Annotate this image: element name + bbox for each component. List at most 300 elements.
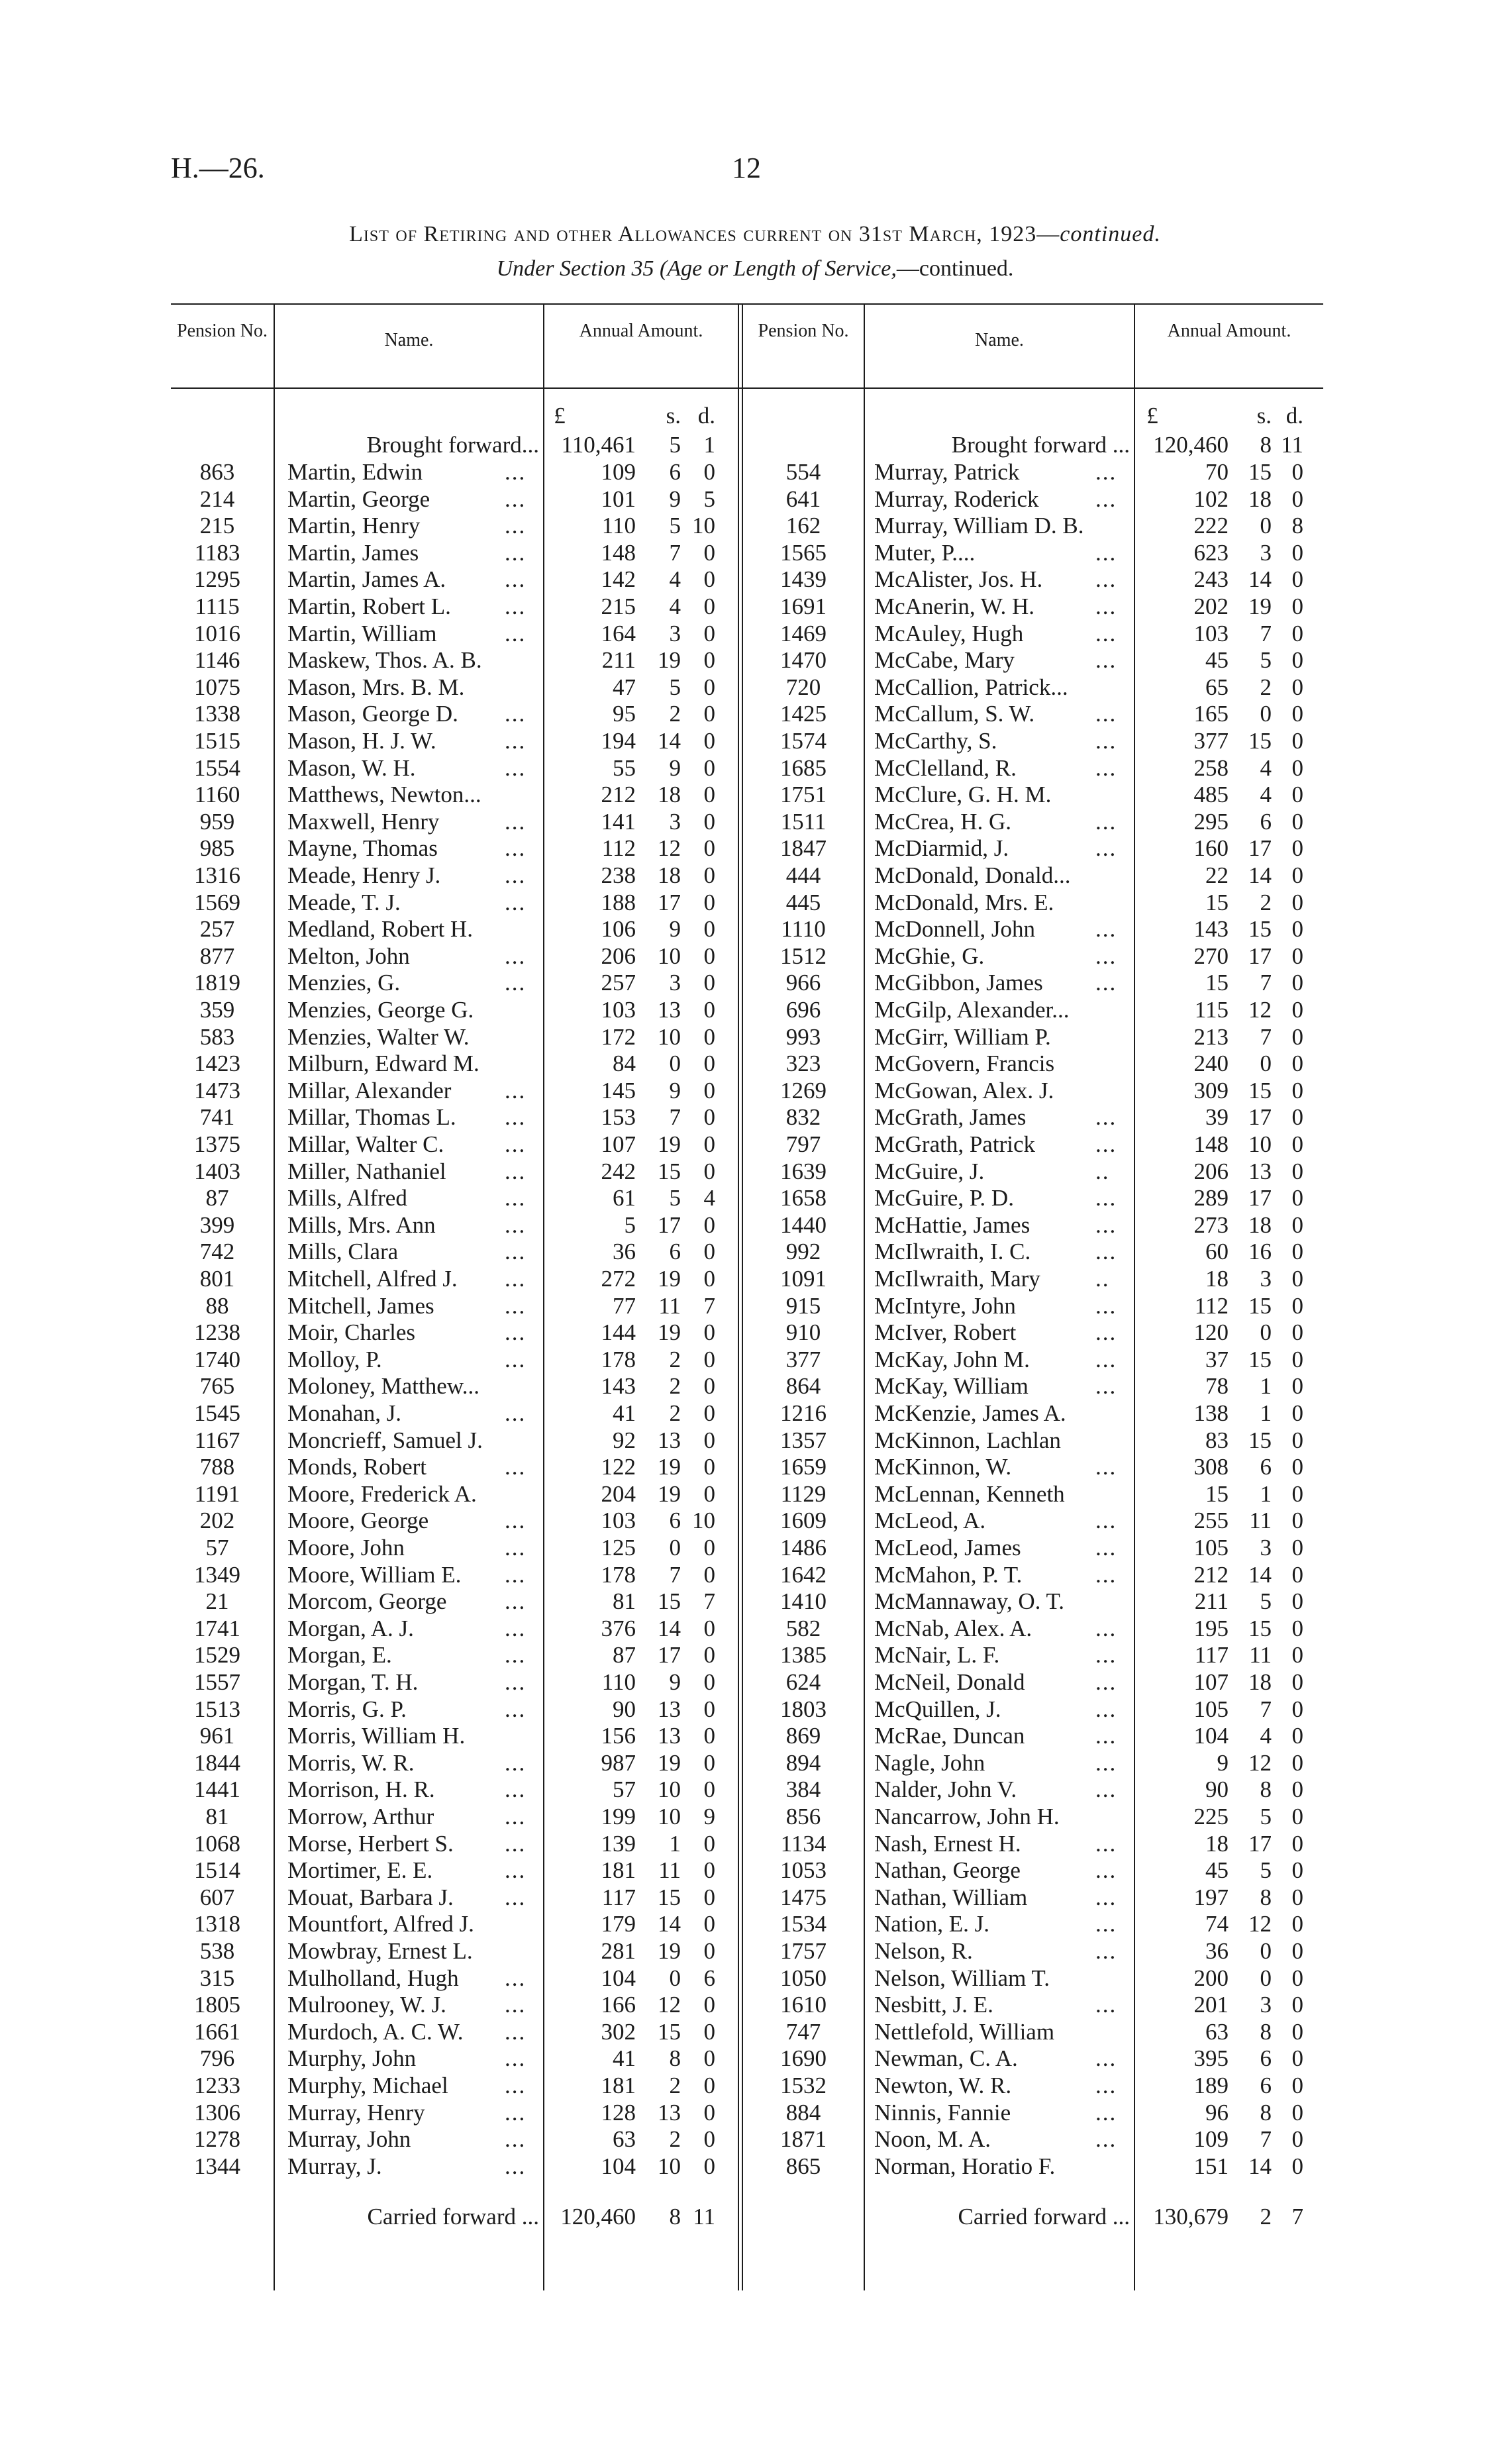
annual-amount-shillings: 5 (669, 513, 681, 539)
annual-amount-shillings: 10 (658, 1023, 681, 1050)
annual-amount-pounds: 36 (613, 1239, 636, 1265)
annual-amount-shillings: 16 (1248, 1239, 1272, 1265)
pension-number: 1349 (194, 1561, 240, 1588)
annual-amount-pence: 0 (1291, 970, 1303, 996)
pensioner-name: Morgan, A. J. (287, 1615, 414, 1641)
annual-amount-pence: 0 (1291, 1051, 1303, 1077)
leader-dots: ... (505, 1749, 527, 1776)
pensioner-name: Moir, Charles (287, 1319, 416, 1346)
pensioner-name: Nelson, R. (874, 1938, 973, 1964)
annual-amount-pounds: 194 (601, 728, 636, 754)
annual-amount-pence: 0 (1291, 1131, 1303, 1157)
pensioner-name: McIntyre, John (874, 1292, 1016, 1319)
pension-number: 1751 (780, 782, 827, 808)
pension-number: 915 (785, 1292, 821, 1319)
pensioner-name: McGuire, P. D. (874, 1185, 1014, 1211)
annual-amount-pence: 0 (1291, 1023, 1303, 1050)
annual-amount-pounds: 202 (1193, 593, 1229, 619)
annual-amount-shillings: 9 (669, 916, 681, 943)
pensioner-name: Medland, Robert H. (287, 916, 473, 943)
annual-amount-shillings: 8 (669, 2045, 681, 2072)
pension-number: 1191 (194, 1480, 240, 1507)
annual-amount-shillings: 15 (658, 1588, 681, 1615)
pensioner-name: Morris, W. R. (287, 1749, 415, 1776)
pensioner-name: Morrow, Arthur (287, 1804, 434, 1829)
annual-amount-pounds: 63 (613, 2126, 636, 2153)
pension-number: 1871 (780, 2126, 827, 2153)
pension-number: 315 (199, 1965, 235, 1991)
annual-amount-pence: 9 (703, 1804, 715, 1829)
pension-number: 1134 (780, 1830, 827, 1857)
title-text: List of Retiring and other Allowances current on 31st March, 1923— (349, 222, 1060, 246)
annual-amount-pounds: 18 (1205, 1266, 1229, 1292)
annual-amount-pence: 0 (703, 2073, 715, 2098)
leader-dots: ... (505, 539, 527, 566)
annual-amount-pence: 0 (1291, 1561, 1303, 1588)
pensioner-name: Mitchell, James (287, 1292, 434, 1319)
pension-number: 742 (199, 1239, 235, 1265)
annual-amount-pounds: 128 (601, 2099, 636, 2126)
leader-dots: ... (505, 2099, 527, 2126)
annual-amount-shillings: 18 (658, 862, 681, 888)
annual-amount-shillings: 3 (1260, 1992, 1272, 2018)
pensioner-name: Moncrieff, Samuel J. (287, 1427, 483, 1453)
pence-symbol: d. (697, 402, 715, 429)
leader-dots: ... (505, 1454, 527, 1480)
annual-amount-shillings: 10 (658, 943, 681, 969)
pension-number: 801 (199, 1266, 235, 1292)
annual-amount-pence: 0 (703, 808, 715, 835)
pension-number: 1439 (780, 566, 827, 593)
pension-number: 1216 (780, 1400, 827, 1426)
pensioner-name: McDiarmid, J. (874, 835, 1009, 862)
pension-number: 1557 (194, 1669, 240, 1695)
annual-amount-pounds: 377 (1193, 728, 1229, 754)
leader-dots: ... (505, 889, 527, 915)
annual-amount-pounds: 243 (1193, 566, 1229, 593)
annual-amount-pounds: 87 (613, 1642, 636, 1668)
pensioner-name: McIlwraith, I. C. (874, 1239, 1031, 1265)
pensioner-name: Mouat, Barbara J. (287, 1884, 454, 1910)
pension-number: 81 (205, 1804, 229, 1829)
annual-amount-pounds: 74 (1205, 1911, 1229, 1937)
annual-amount-pence: 0 (703, 566, 715, 593)
pension-number: 1740 (194, 1346, 240, 1372)
pension-number: 554 (785, 459, 821, 485)
pension-number: 1609 (780, 1508, 827, 1534)
pension-number: 1486 (780, 1535, 827, 1561)
pence-symbol: d. (1285, 402, 1303, 429)
leader-dots: ... (1095, 1104, 1117, 1131)
annual-amount-shillings: 3 (669, 808, 681, 835)
pensioner-name: McKinnon, Lachlan (874, 1427, 1061, 1453)
pension-number: 1642 (780, 1561, 827, 1588)
annual-amount-pence: 0 (1291, 1266, 1303, 1292)
annual-amount-pounds: 201 (1193, 1992, 1229, 2018)
header-bottom-rule (171, 387, 1323, 389)
annual-amount-pounds: 92 (613, 1427, 636, 1453)
pension-number: 1183 (194, 539, 240, 566)
annual-amount-pounds: 258 (1193, 754, 1229, 781)
annual-amount-pence: 0 (703, 1669, 715, 1695)
annual-amount-pence: 0 (1291, 1857, 1303, 1884)
annual-amount-pounds: 255 (1193, 1508, 1229, 1534)
annual-amount-pence: 0 (1291, 674, 1303, 700)
annual-amount-shillings: 7 (1260, 970, 1272, 996)
annual-amount-pounds: 212 (601, 782, 636, 808)
pension-number: 215 (199, 513, 235, 539)
annual-amount-pounds: 112 (1194, 1292, 1229, 1319)
pensioner-name: Morgan, E. (287, 1642, 392, 1668)
pensioner-name: Mulholland, Hugh (287, 1965, 459, 1991)
pensioner-name: Morrison, H. R. (287, 1776, 435, 1803)
pensioner-name: Nancarrow, John H. (874, 1804, 1060, 1829)
annual-amount-shillings: 9 (669, 486, 681, 512)
page-title (0, 222, 1510, 247)
annual-amount-pounds: 120 (1193, 1319, 1229, 1346)
annual-amount-shillings: 15 (1248, 1292, 1272, 1319)
leader-dots: ... (1095, 1535, 1117, 1561)
leader-dots: ... (1095, 593, 1117, 619)
pension-number: 720 (785, 674, 821, 700)
annual-amount-pounds: 104 (601, 1965, 636, 1991)
annual-amount-shillings: 13 (1248, 1158, 1272, 1184)
annual-amount-shillings: 15 (1248, 1427, 1272, 1453)
pension-number: 1425 (780, 701, 827, 727)
annual-amount-pounds: 395 (1193, 2045, 1229, 2072)
pension-number: 445 (785, 889, 821, 915)
pensioner-name: McGrath, Patrick (874, 1131, 1035, 1157)
annual-amount-shillings: 14 (1248, 2153, 1272, 2179)
pension-number: 1473 (194, 1077, 240, 1104)
pension-number: 1844 (194, 1749, 240, 1776)
table-top-rule (171, 303, 1323, 305)
pensioner-name: Murphy, Michael (287, 2073, 448, 2098)
annual-amount-shillings: 10 (658, 1776, 681, 1803)
leader-dots: ... (1095, 1938, 1117, 1964)
pension-number: 1115 (195, 593, 240, 619)
annual-amount-pounds: 289 (1193, 1185, 1229, 1211)
annual-amount-shillings: 15 (1248, 459, 1272, 485)
pensioner-name: McGhie, G. (874, 943, 985, 969)
annual-amount-pounds: 18 (1205, 1830, 1229, 1857)
annual-amount-pence: 0 (1291, 1158, 1303, 1184)
annual-amount-shillings: 18 (1248, 1669, 1272, 1695)
annual-amount-shillings: 7 (1260, 1696, 1272, 1722)
annual-amount-pence: 0 (703, 1911, 715, 1937)
pensioner-name: McDonald, Mrs. E. (874, 889, 1054, 915)
carried-forward-label: Carried forward ... (367, 2204, 539, 2230)
leader-dots: ... (505, 1292, 527, 1319)
annual-amount-pounds: 281 (601, 1938, 636, 1964)
annual-amount-pounds: 144 (601, 1319, 636, 1346)
pension-number: 1847 (780, 835, 827, 862)
pensioner-name: Millar, Thomas L. (287, 1104, 456, 1131)
pension-number: 961 (199, 1723, 235, 1749)
leader-dots: ... (1095, 1561, 1117, 1588)
annual-amount-pence: 7 (703, 1292, 715, 1319)
pension-number: 202 (199, 1508, 235, 1534)
annual-amount-shillings: 11 (658, 1292, 681, 1319)
leader-dots: ... (505, 862, 527, 888)
annual-amount-pounds: 211 (1194, 1588, 1229, 1615)
annual-amount-pounds: 109 (1193, 2126, 1229, 2153)
pension-number: 765 (199, 1373, 235, 1400)
carried-forward-pence: 11 (693, 2204, 715, 2230)
annual-amount-pounds: 103 (601, 997, 636, 1023)
page-subtitle (0, 256, 1510, 282)
annual-amount-shillings: 0 (1260, 513, 1272, 539)
annual-amount-pounds: 164 (601, 620, 636, 646)
annual-amount-pence: 0 (703, 620, 715, 646)
annual-amount-pence: 10 (692, 513, 715, 539)
annual-amount-shillings: 3 (1260, 1535, 1272, 1561)
pension-number: 992 (785, 1239, 821, 1265)
annual-amount-shillings: 7 (669, 1104, 681, 1131)
carried-forward-pounds: 130,679 (1153, 2204, 1229, 2230)
annual-amount-pounds: 107 (1193, 1669, 1229, 1695)
pension-number: 1146 (194, 647, 240, 674)
pensioner-name: Murray, Henry (287, 2099, 425, 2126)
pensioner-name: Melton, John (287, 943, 410, 969)
annual-amount-pounds: 70 (1205, 459, 1229, 485)
pension-number: 214 (199, 486, 235, 512)
annual-amount-pence: 0 (703, 1158, 715, 1184)
brought-forward-pence: 1 (703, 432, 715, 458)
leader-dots: ... (505, 1588, 527, 1615)
leader-dots: ... (505, 1508, 527, 1534)
leader-dots: ... (1095, 1211, 1117, 1238)
brought-forward-shillings: 8 (1260, 432, 1272, 458)
pensioner-name: McDonald, Donald... (874, 862, 1071, 888)
annual-amount-pence: 0 (703, 1051, 715, 1077)
annual-amount-pounds: 151 (1193, 2153, 1229, 2179)
annual-amount-shillings: 19 (658, 1454, 681, 1480)
annual-amount-pounds: 166 (601, 1992, 636, 2018)
leader-dots: ... (505, 459, 527, 485)
leader-dots: ... (1095, 566, 1117, 593)
pensioner-name: Nash, Ernest H. (874, 1830, 1021, 1857)
pensioner-name: McLennan, Kenneth (874, 1480, 1065, 1507)
leader-dots: ... (1095, 486, 1117, 512)
annual-amount-pence: 0 (1291, 1776, 1303, 1803)
pensioner-name: Maskew, Thos. A. B. (287, 647, 482, 674)
annual-amount-pounds: 195 (1193, 1615, 1229, 1641)
pension-number: 1410 (780, 1588, 827, 1615)
annual-amount-pence: 0 (703, 1830, 715, 1857)
annual-amount-pence: 0 (703, 2126, 715, 2153)
annual-amount-shillings: 2 (1260, 889, 1272, 915)
annual-amount-pence: 0 (1291, 2126, 1303, 2153)
annual-amount-pence: 0 (703, 1884, 715, 1910)
leader-dots: ... (505, 1131, 527, 1157)
annual-amount-shillings: 17 (1248, 1185, 1272, 1211)
left-header-pension-no: Pension No. (177, 321, 268, 341)
annual-amount-pence: 0 (1291, 997, 1303, 1023)
annual-amount-shillings: 13 (658, 997, 681, 1023)
leader-dots: ... (1095, 916, 1117, 943)
pension-number: 1278 (194, 2126, 240, 2153)
leader-dots: ... (505, 2018, 527, 2045)
leader-dots: ... (1095, 701, 1117, 727)
annual-amount-pence: 0 (1291, 1077, 1303, 1104)
annual-amount-shillings: 6 (1260, 2073, 1272, 2098)
page-number: 12 (732, 152, 761, 184)
annual-amount-pounds: 106 (601, 916, 636, 943)
leader-dots: ... (505, 943, 527, 969)
annual-amount-pounds: 104 (601, 2153, 636, 2179)
pensioner-name: Morgan, T. H. (287, 1669, 419, 1695)
pension-number: 1316 (194, 862, 240, 888)
leader-dots: ... (505, 754, 527, 781)
annual-amount-shillings: 17 (658, 1642, 681, 1668)
pension-number: 1295 (194, 566, 240, 593)
pensioner-name: Murphy, John (287, 2045, 417, 2072)
brought-forward-label: Brought forward... (366, 432, 539, 458)
pensioner-name: McGibbon, James (874, 970, 1043, 996)
annual-amount-shillings: 12 (1248, 997, 1272, 1023)
annual-amount-pounds: 189 (1193, 2073, 1229, 2098)
annual-amount-pence: 0 (703, 1857, 715, 1884)
annual-amount-pounds: 212 (1193, 1561, 1229, 1588)
annual-amount-shillings: 5 (1260, 647, 1272, 674)
pensioner-name: Millar, Walter C. (287, 1131, 444, 1157)
pension-number: 1050 (780, 1965, 827, 1991)
annual-amount-pounds: 211 (601, 647, 636, 674)
annual-amount-shillings: 4 (669, 566, 681, 593)
leader-dots: ... (505, 1776, 527, 1803)
annual-amount-pounds: 107 (601, 1131, 636, 1157)
annual-amount-shillings: 2 (669, 2073, 681, 2098)
pension-number: 1318 (194, 1911, 240, 1937)
leader-dots: ... (1095, 1319, 1117, 1346)
annual-amount-shillings: 0 (1260, 1051, 1272, 1077)
pensioner-name: Norman, Horatio F. (874, 2153, 1056, 2179)
annual-amount-shillings: 6 (1260, 808, 1272, 835)
pension-number: 257 (199, 916, 235, 943)
annual-amount-shillings: 5 (669, 674, 681, 700)
pensioner-name: Murray, Patrick (874, 459, 1020, 485)
annual-amount-pence: 0 (1291, 1239, 1303, 1265)
pension-number: 1110 (781, 916, 826, 943)
annual-amount-pounds: 117 (1194, 1642, 1229, 1668)
pension-number: 1741 (194, 1615, 240, 1641)
annual-amount-shillings: 11 (1249, 1642, 1272, 1668)
annual-amount-pence: 0 (703, 674, 715, 700)
annual-amount-shillings: 14 (658, 728, 681, 754)
annual-amount-shillings: 0 (1260, 701, 1272, 727)
annual-amount-shillings: 19 (658, 1480, 681, 1507)
leader-dots: ... (1095, 1992, 1117, 2018)
pensioner-name: Murdoch, A. C. W. (287, 2018, 464, 2045)
pension-number: 583 (199, 1023, 235, 1050)
annual-amount-pence: 7 (703, 1588, 715, 1615)
annual-amount-pounds: 81 (613, 1588, 636, 1615)
pensioner-name: Meade, T. J. (287, 889, 401, 915)
annual-amount-shillings: 4 (1260, 1723, 1272, 1749)
annual-amount-shillings: 5 (669, 1185, 681, 1211)
pension-number: 741 (199, 1104, 235, 1131)
annual-amount-pence: 0 (1291, 916, 1303, 943)
annual-amount-shillings: 5 (1260, 1588, 1272, 1615)
annual-amount-shillings: 15 (1248, 916, 1272, 943)
leader-dots: ... (1095, 459, 1117, 485)
leader-dots: ... (1095, 1723, 1117, 1749)
leader-dots: ... (505, 1400, 527, 1426)
pension-number: 1514 (194, 1857, 240, 1884)
leader-dots: ... (505, 1211, 527, 1238)
leader-dots: ... (1095, 1292, 1117, 1319)
pensioner-name: Mills, Mrs. Ann (287, 1211, 436, 1238)
annual-amount-shillings: 18 (658, 782, 681, 808)
pensioner-name: Monds, Robert (287, 1454, 427, 1480)
annual-amount-pounds: 156 (601, 1723, 636, 1749)
annual-amount-pence: 0 (1291, 1427, 1303, 1453)
pensioner-name: Menzies, G. (287, 970, 401, 996)
pension-number: 1068 (194, 1830, 240, 1857)
annual-amount-pence: 0 (703, 1535, 715, 1561)
pension-number: 538 (199, 1938, 235, 1964)
leader-dots: ... (505, 1185, 527, 1211)
annual-amount-shillings: 12 (1248, 1911, 1272, 1937)
annual-amount-pounds: 987 (601, 1749, 636, 1776)
leader-dots: ... (505, 2045, 527, 2072)
annual-amount-pence: 0 (1291, 620, 1303, 646)
leader-dots: ... (1095, 1696, 1117, 1722)
annual-amount-pounds: 178 (601, 1346, 636, 1372)
pensioner-name: Morse, Herbert S. (287, 1830, 454, 1857)
annual-amount-pence: 0 (1291, 1535, 1303, 1561)
annual-amount-pence: 10 (692, 1508, 715, 1534)
pension-number: 1357 (780, 1427, 827, 1453)
pensioner-name: McLeod, James (874, 1535, 1021, 1561)
pension-number: 1690 (780, 2045, 827, 2072)
leader-dots: ... (505, 1077, 527, 1104)
leader-dots: ... (1095, 620, 1117, 646)
annual-amount-pence: 0 (703, 539, 715, 566)
pension-number: 1440 (780, 1211, 827, 1238)
leader-dots: ... (505, 1239, 527, 1265)
leader-dots: ... (1095, 2126, 1117, 2153)
annual-amount-pounds: 222 (1193, 513, 1229, 539)
annual-amount-pounds: 148 (601, 539, 636, 566)
pension-number: 1338 (194, 701, 240, 727)
leader-dots: ... (505, 513, 527, 539)
leader-dots: ... (505, 566, 527, 593)
annual-amount-shillings: 18 (1248, 1211, 1272, 1238)
leader-dots: ... (1095, 1508, 1117, 1534)
column-divider (274, 303, 275, 2290)
pension-number: 1685 (780, 754, 827, 781)
annual-amount-pence: 0 (1291, 1346, 1303, 1372)
annual-amount-shillings: 9 (669, 1669, 681, 1695)
pensioner-name: Moore, George (287, 1508, 429, 1534)
annual-amount-pence: 0 (703, 1615, 715, 1641)
brought-forward-pence: 11 (1281, 432, 1303, 458)
pension-number: 162 (785, 513, 821, 539)
pensioner-name: Menzies, Walter W. (287, 1023, 470, 1050)
pension-number: 21 (205, 1588, 229, 1615)
annual-amount-pence: 0 (1291, 1480, 1303, 1507)
annual-amount-shillings: 2 (669, 1400, 681, 1426)
annual-amount-shillings: 19 (1248, 593, 1272, 619)
pension-number: 377 (785, 1346, 821, 1372)
pensioner-name: Mitchell, Alfred J. (287, 1266, 458, 1292)
left-header-name: Name. (384, 330, 434, 350)
annual-amount-shillings: 14 (658, 1911, 681, 1937)
annual-amount-pence: 0 (1291, 1104, 1303, 1131)
annual-amount-pounds: 96 (1205, 2099, 1229, 2126)
